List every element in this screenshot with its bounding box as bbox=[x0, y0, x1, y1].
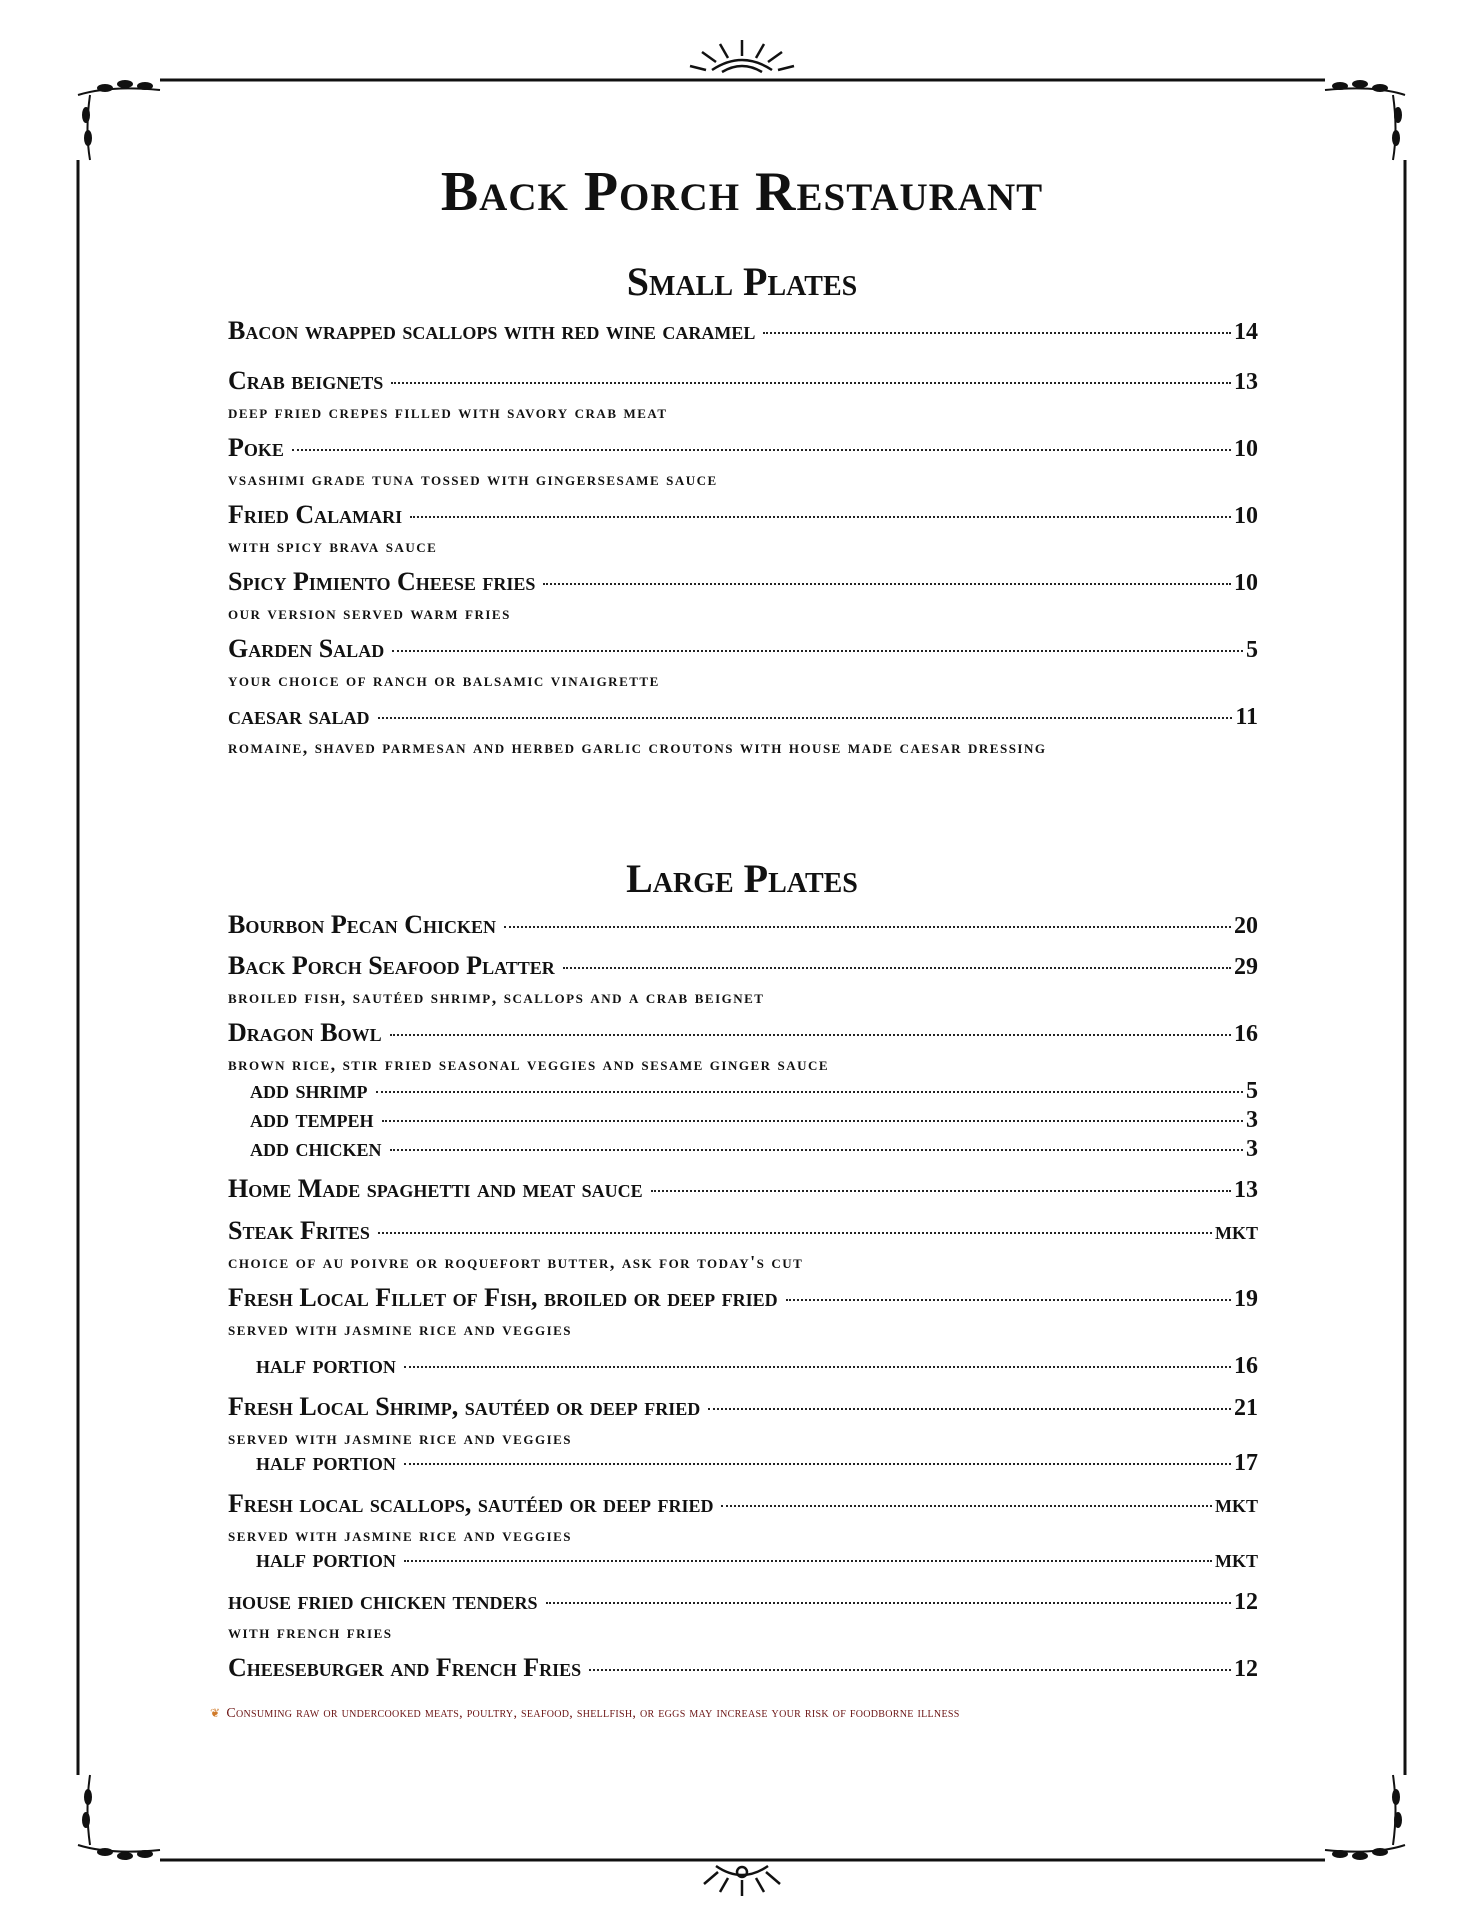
item-price: 11 bbox=[1235, 704, 1258, 730]
item-price: 14 bbox=[1234, 319, 1258, 345]
menu-item bbox=[228, 433, 1258, 492]
leader-dots bbox=[404, 1366, 1231, 1368]
item-price: MKT bbox=[1215, 1223, 1258, 1243]
leader-dots bbox=[786, 1299, 1231, 1301]
leader-dots bbox=[651, 1190, 1231, 1192]
menu-item bbox=[228, 567, 1258, 626]
menu-item bbox=[228, 366, 1258, 425]
item-price: 10 bbox=[1234, 503, 1258, 529]
item-price: 13 bbox=[1234, 369, 1258, 395]
item-name: Steak Frites bbox=[228, 1216, 370, 1245]
menu-item bbox=[228, 951, 1258, 1010]
item-description: broiled fish, sautéed shrimp, scallops and a crab beignet bbox=[228, 987, 765, 1007]
menu-item bbox=[228, 500, 1258, 559]
item-name: Cheeseburger and French Fries bbox=[228, 1653, 582, 1682]
addon-name: add shrimp bbox=[250, 1075, 368, 1104]
item-price: MKT bbox=[1215, 1496, 1258, 1516]
leader-dots bbox=[404, 1560, 1212, 1562]
item-price: 13 bbox=[1234, 1177, 1258, 1203]
top-sunburst-ornament bbox=[690, 40, 794, 72]
disclaimer-text: Consuming raw or undercooked meats, poultry, seafood, shellfish, or eggs may increase your risk of foodborne illness bbox=[226, 1706, 960, 1721]
half-portion-price: 16 bbox=[1234, 1353, 1258, 1379]
leader-dots bbox=[378, 1232, 1212, 1234]
item-description: our version served warm fries bbox=[228, 603, 511, 623]
item-name: Crab beignets bbox=[228, 366, 384, 395]
item-name: Garden Salad bbox=[228, 634, 385, 663]
item-price: 10 bbox=[1234, 436, 1258, 462]
leader-dots bbox=[378, 717, 1233, 719]
menu-item bbox=[228, 1174, 1258, 1204]
item-price: 12 bbox=[1234, 1656, 1258, 1682]
half-portion-price: 17 bbox=[1234, 1450, 1258, 1476]
restaurant-title: Back Porch Restaurant bbox=[440, 161, 1044, 223]
menu-item bbox=[228, 1283, 1258, 1342]
item-name: Spicy Pimiento Cheese fries bbox=[228, 567, 536, 596]
leader-dots bbox=[404, 1463, 1231, 1465]
item-description: vsashimi grade tuna tossed with gingersesame sauce bbox=[228, 469, 718, 489]
item-name: Fresh Local Fillet of Fish, broiled or deep fried bbox=[228, 1283, 778, 1312]
item-name: Home Made spaghetti and meat sauce bbox=[228, 1174, 643, 1203]
item-price: 5 bbox=[1246, 637, 1258, 663]
leader-dots bbox=[292, 449, 1231, 451]
item-price: 12 bbox=[1234, 1589, 1258, 1615]
leader-dots bbox=[546, 1602, 1231, 1604]
corner-vine-top-right bbox=[1325, 81, 1405, 160]
leader-dots bbox=[390, 1149, 1243, 1151]
item-description: with french fries bbox=[228, 1622, 393, 1642]
item-description: romaine, shaved parmesan and herbed garlic croutons with house made caesar dressing bbox=[228, 737, 1047, 757]
leader-dots bbox=[391, 382, 1231, 384]
menu-item bbox=[228, 1489, 1258, 1548]
leader-dots bbox=[708, 1408, 1231, 1410]
half-portion-price: MKT bbox=[1215, 1551, 1258, 1571]
menu-item bbox=[228, 1586, 1258, 1645]
menu-half-portion bbox=[256, 1544, 1258, 1574]
item-name: Fried Calamari bbox=[228, 500, 403, 529]
leader-dots bbox=[763, 332, 1231, 334]
half-portion-label: half portion bbox=[256, 1350, 396, 1379]
item-price: 29 bbox=[1234, 954, 1258, 980]
item-description: served with jasmine rice and veggies bbox=[228, 1525, 573, 1545]
item-price: 16 bbox=[1234, 1021, 1258, 1047]
item-description: served with jasmine rice and veggies bbox=[228, 1428, 573, 1448]
half-portion-label: half portion bbox=[256, 1544, 396, 1573]
leader-dots bbox=[721, 1505, 1212, 1507]
item-description: served with jasmine rice and veggies bbox=[228, 1319, 573, 1339]
leader-dots bbox=[390, 1034, 1231, 1036]
item-name: Bourbon Pecan Chicken bbox=[228, 910, 497, 939]
leader-dots bbox=[376, 1091, 1244, 1093]
item-description: with spicy brava sauce bbox=[228, 536, 438, 556]
menu-item bbox=[228, 1392, 1258, 1451]
leader-dots bbox=[382, 1120, 1244, 1122]
menu-item bbox=[228, 1653, 1258, 1683]
item-name: Dragon Bowl bbox=[228, 1018, 382, 1047]
item-name: Fresh local scallops, sautéed or deep fried bbox=[228, 1489, 714, 1518]
item-name: house fried chicken tenders bbox=[228, 1586, 538, 1615]
menu-addon bbox=[250, 1104, 1258, 1134]
menu-item bbox=[228, 1216, 1258, 1275]
corner-vine-bottom-right bbox=[1325, 1775, 1405, 1859]
leader-dots bbox=[504, 926, 1231, 928]
addon-price: 3 bbox=[1246, 1136, 1258, 1162]
ornament-icon: ❦ bbox=[210, 1706, 221, 1720]
menu-half-portion bbox=[256, 1447, 1258, 1477]
corner-vine-bottom-left bbox=[78, 1775, 160, 1859]
menu-item bbox=[228, 701, 1258, 760]
item-price: 21 bbox=[1234, 1395, 1258, 1421]
item-name: Fresh Local Shrimp, sautéed or deep fried bbox=[228, 1392, 701, 1421]
menu-addon bbox=[250, 1133, 1258, 1163]
small-plates-heading: Small Plates bbox=[626, 259, 858, 304]
leader-dots bbox=[392, 650, 1243, 652]
leader-dots bbox=[410, 516, 1231, 518]
leader-dots bbox=[589, 1669, 1231, 1671]
item-name: Poke bbox=[228, 433, 284, 462]
menu-item bbox=[228, 316, 1258, 346]
addon-price: 3 bbox=[1246, 1107, 1258, 1133]
bottom-sunburst-ornament bbox=[704, 1866, 780, 1896]
addon-price: 5 bbox=[1246, 1078, 1258, 1104]
leader-dots bbox=[563, 967, 1231, 969]
item-price: 19 bbox=[1234, 1286, 1258, 1312]
addon-name: add tempeh bbox=[250, 1104, 374, 1133]
foodborne-illness-disclaimer bbox=[210, 1706, 960, 1722]
menu-half-portion bbox=[256, 1350, 1258, 1380]
menu-item bbox=[228, 1018, 1258, 1077]
item-description: brown rice, stir fried seasonal veggies and sesame ginger sauce bbox=[228, 1054, 830, 1074]
menu-addon bbox=[250, 1075, 1258, 1105]
corner-vine-top-left bbox=[78, 81, 160, 160]
addon-name: add chicken bbox=[250, 1133, 382, 1162]
item-price: 10 bbox=[1234, 570, 1258, 596]
item-name: caesar salad bbox=[228, 701, 370, 730]
item-description: deep fried crepes filled with savory crab meat bbox=[228, 402, 668, 422]
half-portion-label: half portion bbox=[256, 1447, 396, 1476]
large-plates-heading: Large Plates bbox=[626, 856, 858, 901]
leader-dots bbox=[543, 583, 1231, 585]
menu-item bbox=[228, 634, 1258, 693]
item-name: Bacon wrapped scallops with red wine caramel bbox=[228, 316, 756, 345]
item-name: Back Porch Seafood Platter bbox=[228, 951, 555, 980]
menu-item bbox=[228, 910, 1258, 940]
item-description: choice of au poivre or roquefort butter, ask for today's cut bbox=[228, 1252, 804, 1272]
item-description: your choice of ranch or balsamic vinaigrette bbox=[228, 670, 660, 690]
item-price: 20 bbox=[1234, 913, 1258, 939]
